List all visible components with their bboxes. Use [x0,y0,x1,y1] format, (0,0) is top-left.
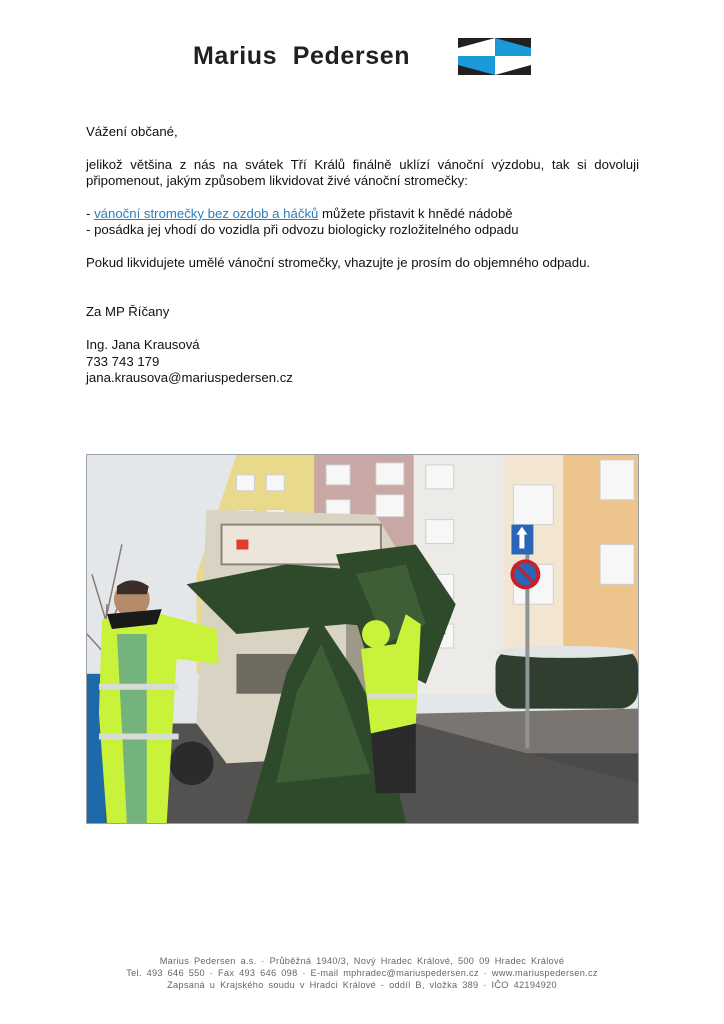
closing: Za MP Říčany [86,304,170,320]
intro-line-1: jelikož většina z nás na svátek Tří Králů finálně uklízí vánoční výzdobu, tak si dovoluji [86,156,639,172]
marius-pedersen-logo-icon [458,38,531,75]
letter-body [86,124,639,386]
company-footer [0,955,724,991]
bullet-item: - posádka jej vhodí do vozidla při odvozu biologicky rozložitelného odpadu [86,222,519,238]
letterhead [0,0,724,100]
footer-contacts: Tel. 493 646 550 · Fax 493 646 098 · E-mail mphradec@mariuspedersen.cz · www.mariuspedersen.cz [126,968,598,978]
salutation: Vážení občané, [86,124,178,139]
signature-name: Ing. Jana Krausová [86,337,200,353]
footer-registration: Zapsaná u Krajského soudu v Hradci Králové - oddíl B, vložka 389 · IČO 42194920 [167,980,557,990]
bullet-item: - vánoční stromečky bez ozdob a háčků můžete přistavit k hnědé nádobě [86,206,513,221]
signature-phone: 733 743 179 [86,353,160,369]
brown-bin-link[interactable]: vánoční stromečky bez ozdob a háčků [94,206,319,221]
tree-collection-photo [86,454,639,824]
intro-paragraph [86,157,639,190]
footer-address: Marius Pedersen a.s. · Průběžná 1940/3, Nový Hradec Králové, 500 09 Hradec Králové [159,956,565,966]
signature-email[interactable]: jana.krausova@mariuspedersen.cz [86,370,293,385]
intro-line-2: připomenout, jakým způsobem likvidovat živé vánoční stromečky: [86,173,468,189]
artificial-trees-note: Pokud likvidujete umělé vánoční stromečky, vhazujte je prosím do objemného odpadu. [86,255,591,271]
brand-name: Marius Pedersen [193,42,411,70]
